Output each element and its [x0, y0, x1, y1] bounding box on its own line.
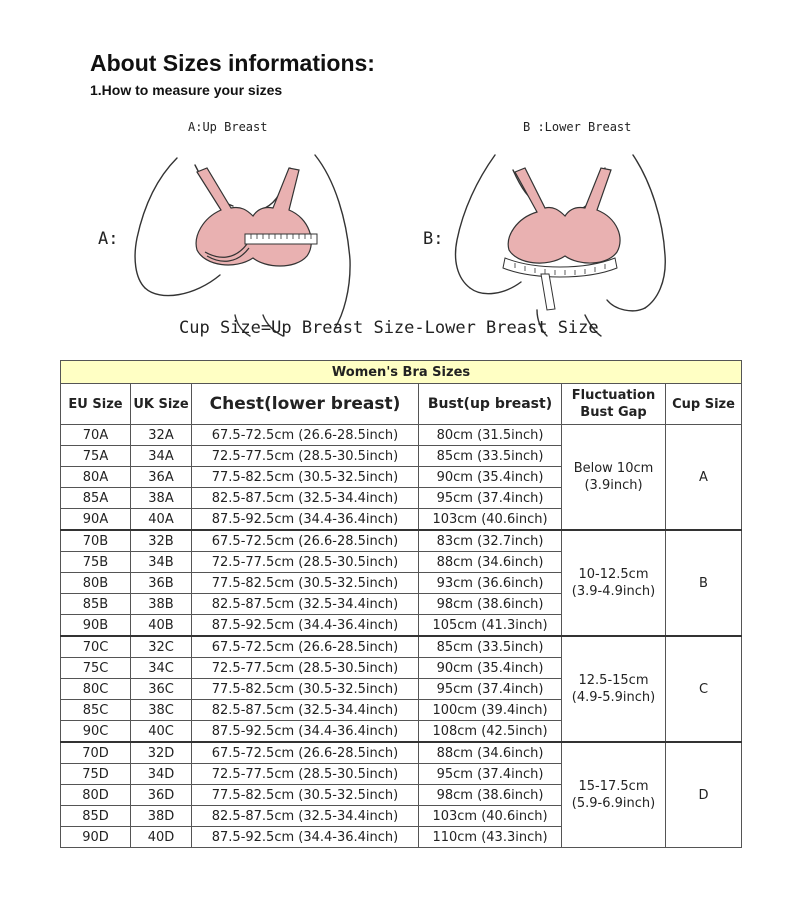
- label-b-title: B :Lower Breast: [523, 120, 632, 134]
- uk-size-cell: 34C: [131, 658, 192, 679]
- uk-size-cell: 40B: [131, 615, 192, 637]
- label-a-title: A:Up Breast: [188, 120, 268, 134]
- bust-cell: 90cm (35.4inch): [419, 467, 562, 488]
- cup-size-formula: Cup Size=Up Breast Size-Lower Breast Size: [179, 318, 599, 338]
- chest-cell: 67.5-72.5cm (26.6-28.5inch): [192, 742, 419, 764]
- chest-cell: 77.5-82.5cm (30.5-32.5inch): [192, 785, 419, 806]
- chest-cell: 87.5-92.5cm (34.4-36.4inch): [192, 721, 419, 743]
- chest-cell: 82.5-87.5cm (32.5-34.4inch): [192, 488, 419, 509]
- eu-size-cell: 80C: [61, 679, 131, 700]
- fluctuation-gap-cell: 10-12.5cm (3.9-4.9inch): [562, 530, 666, 636]
- bust-cell: 110cm (43.3inch): [419, 827, 562, 848]
- chest-cell: 82.5-87.5cm (32.5-34.4inch): [192, 700, 419, 721]
- bust-cell: 83cm (32.7inch): [419, 530, 562, 552]
- table-row: [61, 742, 742, 764]
- bust-cell: 98cm (38.6inch): [419, 594, 562, 615]
- eu-size-cell: 70D: [61, 742, 131, 764]
- label-a: A:: [98, 229, 119, 249]
- bust-cell: 95cm (37.4inch): [419, 764, 562, 785]
- uk-size-cell: 36C: [131, 679, 192, 700]
- eu-size-cell: 90B: [61, 615, 131, 637]
- uk-size-cell: 38A: [131, 488, 192, 509]
- eu-size-cell: 90A: [61, 509, 131, 531]
- uk-size-cell: 32B: [131, 530, 192, 552]
- eu-size-cell: 70C: [61, 636, 131, 658]
- eu-size-cell: 75B: [61, 552, 131, 573]
- bra-size-table: [60, 360, 742, 848]
- uk-size-cell: 36A: [131, 467, 192, 488]
- cup-size-cell: A: [666, 425, 742, 531]
- eu-size-cell: 85B: [61, 594, 131, 615]
- bust-cell: 80cm (31.5inch): [419, 425, 562, 446]
- bust-cell: 90cm (35.4inch): [419, 658, 562, 679]
- chest-cell: 77.5-82.5cm (30.5-32.5inch): [192, 467, 419, 488]
- uk-size-cell: 34A: [131, 446, 192, 467]
- bust-cell: 103cm (40.6inch): [419, 509, 562, 531]
- chest-cell: 87.5-92.5cm (34.4-36.4inch): [192, 615, 419, 637]
- chest-cell: 72.5-77.5cm (28.5-30.5inch): [192, 446, 419, 467]
- bust-cell: 95cm (37.4inch): [419, 488, 562, 509]
- tape-b-icon: [503, 258, 617, 310]
- chest-cell: 67.5-72.5cm (26.6-28.5inch): [192, 636, 419, 658]
- eu-size-cell: 90D: [61, 827, 131, 848]
- chest-cell: 67.5-72.5cm (26.6-28.5inch): [192, 530, 419, 552]
- bust-cell: 88cm (34.6inch): [419, 742, 562, 764]
- eu-size-cell: 75D: [61, 764, 131, 785]
- uk-size-cell: 32C: [131, 636, 192, 658]
- bust-cell: 93cm (36.6inch): [419, 573, 562, 594]
- chest-cell: 77.5-82.5cm (30.5-32.5inch): [192, 573, 419, 594]
- bust-cell: 100cm (39.4inch): [419, 700, 562, 721]
- bra-a-icon: [196, 168, 311, 266]
- bust-cell: 98cm (38.6inch): [419, 785, 562, 806]
- bust-cell: 85cm (33.5inch): [419, 636, 562, 658]
- eu-size-cell: 80D: [61, 785, 131, 806]
- col-header-uk-size: UK Size: [131, 384, 192, 425]
- col-header-cup-size: Cup Size: [666, 384, 742, 425]
- bust-cell: 108cm (42.5inch): [419, 721, 562, 743]
- eu-size-cell: 85C: [61, 700, 131, 721]
- table-row: [61, 530, 742, 552]
- eu-size-cell: 85A: [61, 488, 131, 509]
- eu-size-cell: 90C: [61, 721, 131, 743]
- cup-size-cell: D: [666, 742, 742, 848]
- uk-size-cell: 40A: [131, 509, 192, 531]
- col-header-eu-size: EU Size: [61, 384, 131, 425]
- eu-size-cell: 75A: [61, 446, 131, 467]
- uk-size-cell: 38D: [131, 806, 192, 827]
- eu-size-cell: 70B: [61, 530, 131, 552]
- chest-cell: 87.5-92.5cm (34.4-36.4inch): [192, 827, 419, 848]
- col-header-bust: Bust(up breast): [419, 384, 562, 425]
- col-header-chest: Chest(lower breast): [192, 384, 419, 425]
- uk-size-cell: 38C: [131, 700, 192, 721]
- chest-cell: 82.5-87.5cm (32.5-34.4inch): [192, 806, 419, 827]
- eu-size-cell: 75C: [61, 658, 131, 679]
- eu-size-cell: 80A: [61, 467, 131, 488]
- chest-cell: 87.5-92.5cm (34.4-36.4inch): [192, 509, 419, 531]
- measurement-illustration: [85, 110, 725, 345]
- bust-cell: 85cm (33.5inch): [419, 446, 562, 467]
- chest-cell: 72.5-77.5cm (28.5-30.5inch): [192, 764, 419, 785]
- fluctuation-gap-cell: 15-17.5cm (5.9-6.9inch): [562, 742, 666, 848]
- eu-size-cell: 70A: [61, 425, 131, 446]
- uk-size-cell: 34B: [131, 552, 192, 573]
- col-header-fluctuation-gap: Fluctuation Bust Gap: [562, 384, 666, 425]
- label-b: B:: [423, 229, 444, 249]
- eu-size-cell: 80B: [61, 573, 131, 594]
- chest-cell: 72.5-77.5cm (28.5-30.5inch): [192, 658, 419, 679]
- cup-size-cell: C: [666, 636, 742, 742]
- bust-cell: 95cm (37.4inch): [419, 679, 562, 700]
- chest-cell: 72.5-77.5cm (28.5-30.5inch): [192, 552, 419, 573]
- chest-cell: 67.5-72.5cm (26.6-28.5inch): [192, 425, 419, 446]
- chest-cell: 82.5-87.5cm (32.5-34.4inch): [192, 594, 419, 615]
- uk-size-cell: 36B: [131, 573, 192, 594]
- page-title: About Sizes informations:: [90, 50, 375, 76]
- uk-size-cell: 32D: [131, 742, 192, 764]
- uk-size-cell: 40D: [131, 827, 192, 848]
- table-row: [61, 636, 742, 658]
- uk-size-cell: 40C: [131, 721, 192, 743]
- cup-size-cell: B: [666, 530, 742, 636]
- uk-size-cell: 38B: [131, 594, 192, 615]
- bust-cell: 103cm (40.6inch): [419, 806, 562, 827]
- uk-size-cell: 34D: [131, 764, 192, 785]
- uk-size-cell: 36D: [131, 785, 192, 806]
- table-title: Women's Bra Sizes: [61, 361, 742, 384]
- bust-cell: 105cm (41.3inch): [419, 615, 562, 637]
- fluctuation-gap-cell: 12.5-15cm (4.9-5.9inch): [562, 636, 666, 742]
- section-subtitle: 1.How to measure your sizes: [90, 82, 283, 98]
- fluctuation-gap-cell: Below 10cm (3.9inch): [562, 425, 666, 531]
- uk-size-cell: 32A: [131, 425, 192, 446]
- chest-cell: 77.5-82.5cm (30.5-32.5inch): [192, 679, 419, 700]
- table-row: [61, 425, 742, 446]
- bust-cell: 88cm (34.6inch): [419, 552, 562, 573]
- eu-size-cell: 85D: [61, 806, 131, 827]
- bra-b-icon: [508, 168, 620, 263]
